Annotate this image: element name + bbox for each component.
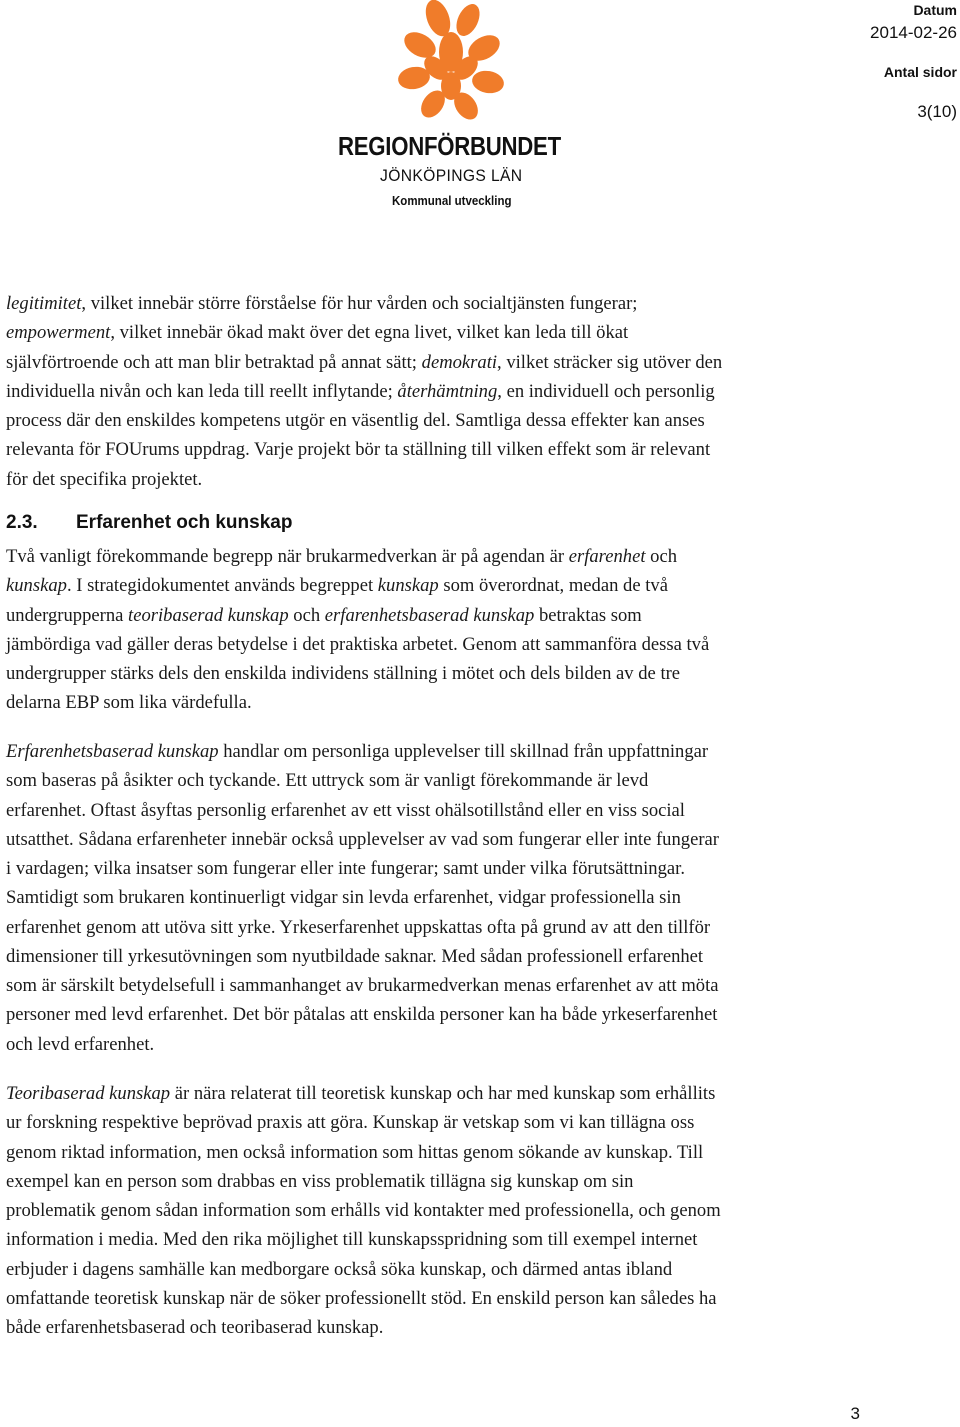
org-name: REGIONFÖRBUNDET: [338, 133, 561, 161]
term-teoribaserad-kunskap: Teoribaserad kunskap: [6, 1083, 171, 1104]
text-run: undergrupperna: [6, 604, 129, 626]
text-line: ur forskning respektive beprövad praxis att göra. Kunskap är vetskap som vi kan tillägna oss: [6, 1112, 695, 1134]
text-line: i vardagen; vilka insatser som fungerar eller inte fungerar; samt under vilka förutsättningar.: [6, 858, 685, 879]
text-line: information i media. Med den rika möjlighet till kunskapsspridning som till exempel internet: [6, 1229, 698, 1251]
text-run: och: [645, 546, 677, 567]
org-unit: Kommunal utveckling: [392, 194, 512, 208]
text-run: , vilket innebär större förståelse för hur vården och socialtjänsten fungerar;: [81, 293, 638, 314]
text-run: individuella nivån och kan leda till reellt inflytande;: [6, 380, 398, 402]
section-title: Erfarenhet och kunskap: [76, 512, 293, 533]
term-erfarenhet: erfarenhet: [568, 546, 646, 567]
date-label: Datum: [913, 2, 957, 18]
text-line: erbjuder i dagens samhälle kan medborgare också söka kunskap, och därmed antas ibland: [6, 1258, 673, 1280]
text-line: relevanta för FOUrums uppdrag. Varje projekt bör ta ställning till vilken effekt som är relevant: [6, 439, 711, 461]
text-line: undergrupper stärks dels den enskilda individens ställning i mötet och dels bilden av de tre: [6, 663, 681, 684]
text-run: och: [288, 604, 325, 626]
paragraph-erfarenhetsbaserad: [6, 737, 956, 1059]
text-run: . I strategidokumentet används begreppet: [66, 575, 378, 597]
paragraph-intro-kunskap: [6, 542, 956, 718]
text-line: problematik genom sådan information som erhålls vid kontakter med professionella, och genom: [6, 1200, 721, 1221]
text-line: erfarenhet genom att utöva sitt yrke. Yrkeserfarenhet uppskattas ofta på grund av att den tillför: [6, 916, 711, 938]
text-line: omfattande teoretisk kunskap när de söker professionellt stöd. En enskild person kan således ha: [6, 1287, 717, 1309]
term-legitimitet: legitimitet: [6, 293, 82, 314]
text-line: för det specifika projektet.: [6, 468, 203, 490]
term-erfarenhetsbaserad-kunskap: Erfarenhetsbaserad kunskap: [6, 741, 219, 762]
page-number: 3: [850, 1404, 860, 1423]
text-run: , vilket sträcker sig utöver den: [497, 351, 723, 373]
section-heading: [6, 512, 292, 534]
org-subtitle: JÖNKÖPINGS LÄN: [380, 166, 523, 185]
term-erfarenhetsbaserad-kunskap: erfarenhetsbaserad kunskap: [324, 604, 535, 626]
pages-label: Antal sidor: [883, 64, 957, 80]
pages-value: 3(10): [917, 102, 957, 121]
text-line: Samtidigt som brukaren kontinuerligt vidgar sin levda erfarenhet, vidgar professionella sin: [6, 887, 681, 909]
text-line: delarna EBP som lika värdefulla.: [6, 692, 252, 714]
term-aterhamtning: återhämtning: [397, 380, 498, 402]
text-line: som är särskilt betydelsefull i sammanhanget av brukarmedverkan menas erfarenhet av att möta: [6, 975, 719, 996]
text-line: som baseras på åsikter och tyckande. Ett uttryck som är vanligt förekommande är levd: [6, 770, 649, 792]
date-value: 2014-02-26: [870, 23, 957, 42]
term-kunskap: kunskap: [377, 575, 439, 597]
term-kunskap: kunskap: [6, 575, 67, 597]
text-line: process där den enskildes kompetens utgör en väsentlig del. Samtliga dessa effekter kan anses: [6, 410, 705, 431]
text-run: betraktas som: [534, 604, 642, 626]
text-run: handlar om personliga upplevelser till skillnad från uppfattningar: [218, 741, 709, 762]
paragraph-teoribaserad: [6, 1079, 956, 1342]
text-run: , vilket innebär ökad makt över det egna livet, vilket kan leda till ökat: [110, 322, 629, 344]
text-line: både erfarenhetsbaserad och teoribaserad kunskap.: [6, 1317, 384, 1338]
text-run: , en individuell och personlig: [497, 380, 715, 402]
text-line: utsatthet. Sådana erfarenheter innebär också upplevelser av vad som fungerar eller inte fungerar: [6, 828, 719, 850]
term-empowerment: empowerment: [6, 322, 111, 344]
text-run: självförtroende och att man blir betraktad på annat sätt;: [6, 351, 422, 373]
paragraph-effects: [6, 289, 956, 494]
flower-logo-icon: [338, 0, 568, 135]
text-run: som överordnat, medan de två: [438, 575, 668, 597]
text-run: Två vanligt förekommande begrepp när brukarmedverkan är på agendan är: [6, 546, 569, 567]
text-line: erfarenhet. Oftast åsyftas personlig erfarenhet av ett visst ohälsotillstånd eller en viss social: [6, 799, 685, 821]
term-teoribaserad-kunskap: teoribaserad kunskap: [128, 604, 289, 626]
text-line: och levd erfarenhet.: [6, 1033, 155, 1055]
term-demokrati: demokrati: [421, 351, 498, 373]
text-line: dimensioner till yrkesutövningen som nyutbildade saknar. Med sådan professionell erfarenhet: [6, 945, 704, 967]
text-line: genom riktad information, men också information som hittas genom sökande av kunskap. Till: [6, 1141, 704, 1163]
section-number: 2.3.: [6, 512, 38, 533]
text-line: personer med levd erfarenhet. Det bör påtalas att enskilda personer kan ha både yrkeserfarenhet: [6, 1004, 718, 1026]
text-run: är nära relaterat till teoretisk kunskap och har med kunskap som erhållits: [170, 1083, 716, 1104]
text-line: exempel kan en person som drabbas en viss problematik tillägna sig kunskap om sin: [6, 1170, 634, 1192]
text-line: jämbördiga vad gäller deras betydelse i det praktiska arbetet. Genom att sammanföra dessa två: [6, 633, 710, 655]
